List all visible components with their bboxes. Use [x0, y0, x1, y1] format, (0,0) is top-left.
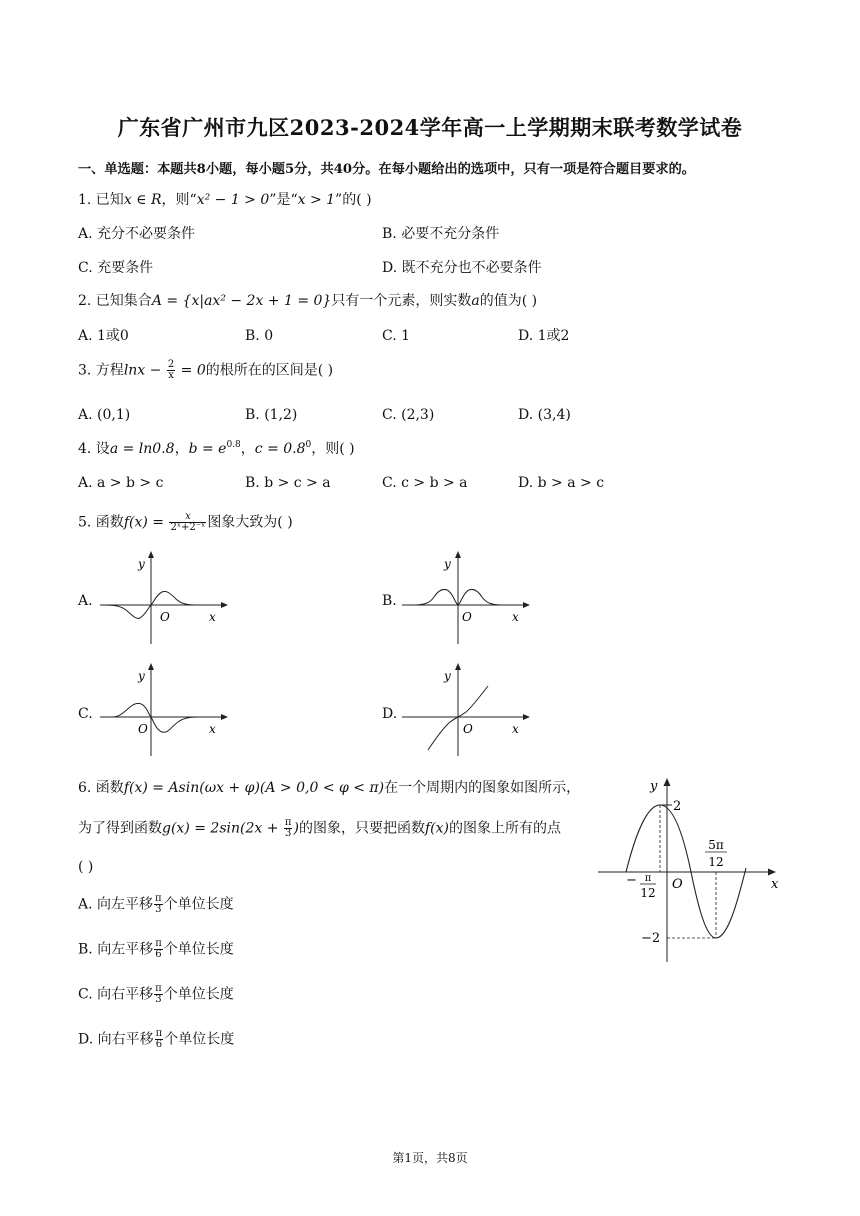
origin-label: O: [160, 610, 170, 624]
q6-graph: [594, 770, 789, 970]
x-axis-arrow: [523, 602, 530, 608]
q3-option-a: A. (0,1): [78, 407, 131, 423]
q5-graph-d: [398, 660, 533, 758]
right-num: 5π: [708, 838, 724, 852]
y-label: y: [138, 557, 145, 571]
y-label: y: [138, 669, 145, 683]
q5-graph-a: [96, 548, 231, 646]
q4-option-b: B. b > c > a: [245, 475, 331, 491]
min-label: −2: [641, 931, 661, 946]
q6-option-b: B. 向左平移 $\frac{\pi}{6}$ 个单位长度: [78, 938, 234, 960]
right-den: 12: [708, 855, 724, 869]
q4-option-d: D. b > a > c: [518, 475, 605, 491]
x-label: x: [771, 877, 779, 892]
q2-option-c: C. 1: [382, 328, 411, 344]
q5-fraction: $\frac{x}{\text{2ˣ+2⁻ˣ}}$: [170, 511, 206, 533]
y-label: y: [444, 669, 451, 683]
origin-label: O: [463, 722, 473, 736]
origin-label: O: [672, 877, 683, 892]
left-den: 12: [640, 886, 656, 900]
q5-option-d-label: D.: [382, 706, 398, 722]
max-label: 2: [673, 799, 682, 814]
q1-option-a: A. 充分不必要条件: [78, 226, 196, 242]
question-3: 3. 方程lnx − $\frac{2}{x}$ = 0的根所在的区间是( ): [78, 359, 334, 381]
q2-option-a: A. 1或0: [78, 328, 129, 344]
q3-option-c: C. (2,3): [382, 407, 435, 423]
q6-option-c: C. 向右平移 $\frac{\pi}{3}$ 个单位长度: [78, 983, 234, 1005]
x-label: x: [209, 610, 216, 624]
section-heading: 一、单选题：本题共8小题，每小题5分，共40分。在每小题给出的选项中，只有一项是符合题目要求的。: [78, 162, 695, 177]
origin-label: O: [138, 722, 148, 736]
left-num: π: [644, 873, 652, 884]
x-label: x: [512, 722, 519, 736]
y-label: y: [444, 557, 451, 571]
question-2: 2. 已知集合A = {x|ax² − 2x + 1 = 0}只有一个元素，则实数a的值为( ): [78, 293, 538, 309]
y-label: y: [650, 779, 658, 794]
y-axis-arrow: [664, 778, 671, 786]
origin-label: O: [462, 610, 472, 624]
question-6-line-1: 6. 函数f(x) = Asin(ωx + φ)(A > 0,0 < φ < π)在一个周期内的图象如图所示，: [78, 780, 581, 796]
q2-option-d: D. 1或2: [518, 328, 570, 344]
x-axis-arrow: [523, 714, 530, 720]
q6-option-d: D. 向右平移 $\frac{\pi}{6}$ 个单位长度: [78, 1028, 235, 1050]
x-label: x: [209, 722, 216, 736]
q4-option-c: C. c > b > a: [382, 475, 468, 491]
x-axis-arrow: [221, 714, 228, 720]
q1-option-d: D. 既不充分也不必要条件: [382, 260, 542, 276]
curve: [112, 703, 198, 732]
question-6-line-3: ( ): [78, 859, 94, 875]
x-axis-arrow: [768, 869, 776, 876]
y-axis-arrow: [455, 551, 461, 558]
y-axis-arrow: [148, 551, 154, 558]
question-5: 5. 函数f(x) = $\frac{x}{\text{2ˣ+2⁻ˣ}}$ 图象大致为( ): [78, 511, 293, 533]
y-axis-arrow: [455, 663, 461, 670]
q5-option-b-label: B.: [382, 593, 397, 609]
q6-option-a: A. 向左平移 $\frac{\pi}{3}$ 个单位长度: [78, 893, 234, 915]
question-6-line-2: 为了得到函数g(x) = 2sin(2x + $\frac{\pi}{3}$ )的图象，只要把函数f(x)的图象上所有的点: [78, 817, 561, 839]
q5-option-a-label: A.: [78, 593, 93, 609]
question-4: 4. 设a = ln0.8，$b = e^{0.8}$，$c = 0.8^0$，则( ): [78, 440, 355, 457]
q1-option-c: C. 充要条件: [78, 260, 154, 276]
left-sign: −: [626, 873, 637, 888]
q5-graph-b: [398, 548, 533, 646]
x-axis-arrow: [221, 602, 228, 608]
page-footer: 第1页，共8页: [392, 1151, 468, 1165]
q5-option-c-label: C.: [78, 706, 93, 722]
q5-graph-c: [96, 660, 231, 758]
q4-option-a: A. a > b > c: [78, 475, 164, 491]
q1-option-b: B. 必要不充分条件: [382, 226, 500, 242]
q3-fraction: $\frac{2}{x}$: [167, 359, 175, 381]
page-title: 广东省广州市九区2023-2024学年高一上学期期末联考数学试卷: [117, 115, 743, 140]
y-axis-arrow: [148, 663, 154, 670]
q3-option-b: B. (1,2): [245, 407, 298, 423]
question-1: 1. 已知x ∈ R，则“x² − 1 > 0”是“x > 1”的( ): [78, 192, 372, 208]
q2-option-b: B. 0: [245, 328, 274, 344]
x-label: x: [512, 610, 519, 624]
q3-option-d: D. (3,4): [518, 407, 571, 423]
